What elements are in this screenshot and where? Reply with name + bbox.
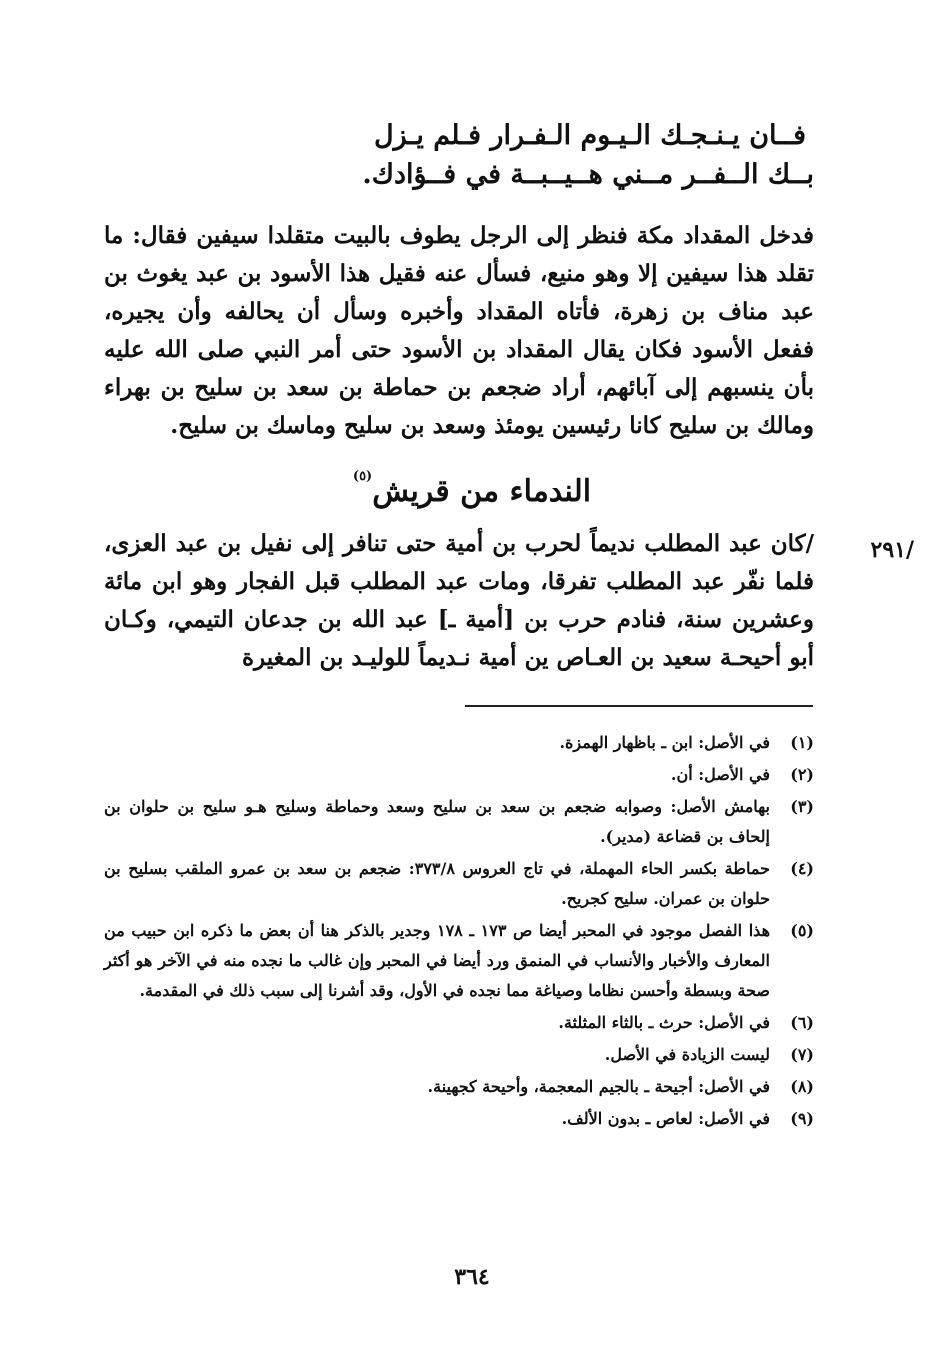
footnote-number: (٣) <box>790 797 814 816</box>
paragraph-1: فدخل المقداد مكة فنظر إلى الرجل يطوف بالبيت متقلدا سيفين فقال: ما تقلد هذا سيفين إلا وهو منيع، فسأل عنه فقيل هذا الأسود بن عبد يغوث بن عبد مناف بن زهرة، فأتاه المقداد وأخبره وسأل أن يحالفه وأن يجيره، ففعل الأسود فكان يقال المقداد بن الأسود حتى أمر النبي صلى الله عليه بأن ينسبهم إلى آبائهم، أراد ضجعم بن حماطة بن سعد بن سليح بن بهراء ومالك بن سليح كانا رئيسين يومئذ وسعد بن سليح وماسك بن سليح. <box>104 222 815 439</box>
footnote-number: (٢) <box>790 765 814 784</box>
footnote-text: في الأصل: لعاص ـ بدون الألف. <box>561 1109 770 1128</box>
footnote <box>104 728 814 758</box>
footnote-text: في الأصل: ابن ـ باظهار الهمزة. <box>559 733 770 752</box>
footnote-text: حماطة بكسر الحاء المهملة، في تاج العروس ٣٧٣/٨: ضجعم بن سعد بن عمرو الملقب بسليح بن حلوان بن عمران. سليح كجريح. <box>104 859 770 908</box>
footnote <box>104 916 814 1006</box>
footnote-number: (١) <box>790 733 814 752</box>
verse-line-2: بــك الــفــر مــني هــيــبــة في فــؤادك. <box>362 159 814 190</box>
footnote <box>104 792 814 852</box>
footnote-text: هذا الفصل موجود في المحبر أيضا ص ١٧٣ ـ ١٧٨ وجدير بالذكر هنا أن بعض ما ذكره ابن حبيب من المعارف والأخبار والأنساب في المنمق ورد أيضا في المحبر وإن غالب ما نجده منه في الآخر هو أكثر صحة وبسطة وأحسن نظاما وصياغة مما نجده في الأول، وقد أشرنا إلى سبب ذلك في المقدمة. <box>104 921 771 1000</box>
footnote-number: (٧) <box>790 1045 814 1064</box>
footnote-number: (٩) <box>790 1109 814 1128</box>
footnote-text: في الأصل: أن. <box>670 765 770 784</box>
footnote-text: بهامش الأصل: وصوابه ضجعم بن سعد بن سليح وسعد وحماطة وسليح هـو سليح بن حلوان بن إلحاف بن قضاعة (مدير). <box>104 797 770 846</box>
section-heading <box>0 470 944 514</box>
footnote-number: (٤) <box>790 859 814 878</box>
footnote-number: (٥) <box>790 921 814 940</box>
footnote-divider <box>465 705 813 707</box>
footnote <box>104 1008 814 1038</box>
margin-folio-note: /٢٩١ <box>870 537 914 563</box>
footnote <box>104 854 814 914</box>
footnote-number: (٦) <box>790 1013 814 1032</box>
footnote-number: (٨) <box>790 1077 814 1096</box>
footnote <box>104 1040 814 1070</box>
footnote <box>104 1104 814 1134</box>
footnote-text: ليست الزيادة في الأصل. <box>604 1045 770 1064</box>
footnotes <box>104 728 814 1136</box>
verse-line-1: فــان يـنـجـك الـيـوم الـفـرار فـلم يـزل <box>373 120 806 151</box>
footnote-text: في الأصل: أجيحة ـ بالجيم المعجمة، وأحيحة كجهينة. <box>427 1077 770 1096</box>
section-heading-text: الندماء من قريش <box>372 474 592 509</box>
page-number: ٣٦٤ <box>454 1264 490 1290</box>
paragraph-2: /كان عبد المطلب نديماً لحرب بن أمية حتى تنافر إلى نفيل بن عبد العزى، فلما نفّر عبد المطلب تفرقا، ومات عبد المطلب قبل الفجار وهو ابن مائة وعشرين سنة، فنادم حرب بن [أمية ـ] عبد الله بن جدعان التيمي، وكـان أبو أحيحـة سعيد بن العـاص ين أمية نـديماً للوليـد بن المغيرة <box>104 530 814 671</box>
footnote-text: في الأصل: حرث ـ بالثاء المثلثة. <box>558 1013 770 1032</box>
footnote <box>104 1072 814 1102</box>
footnote <box>104 760 814 790</box>
section-heading-footnote-ref: (٥) <box>352 469 373 484</box>
